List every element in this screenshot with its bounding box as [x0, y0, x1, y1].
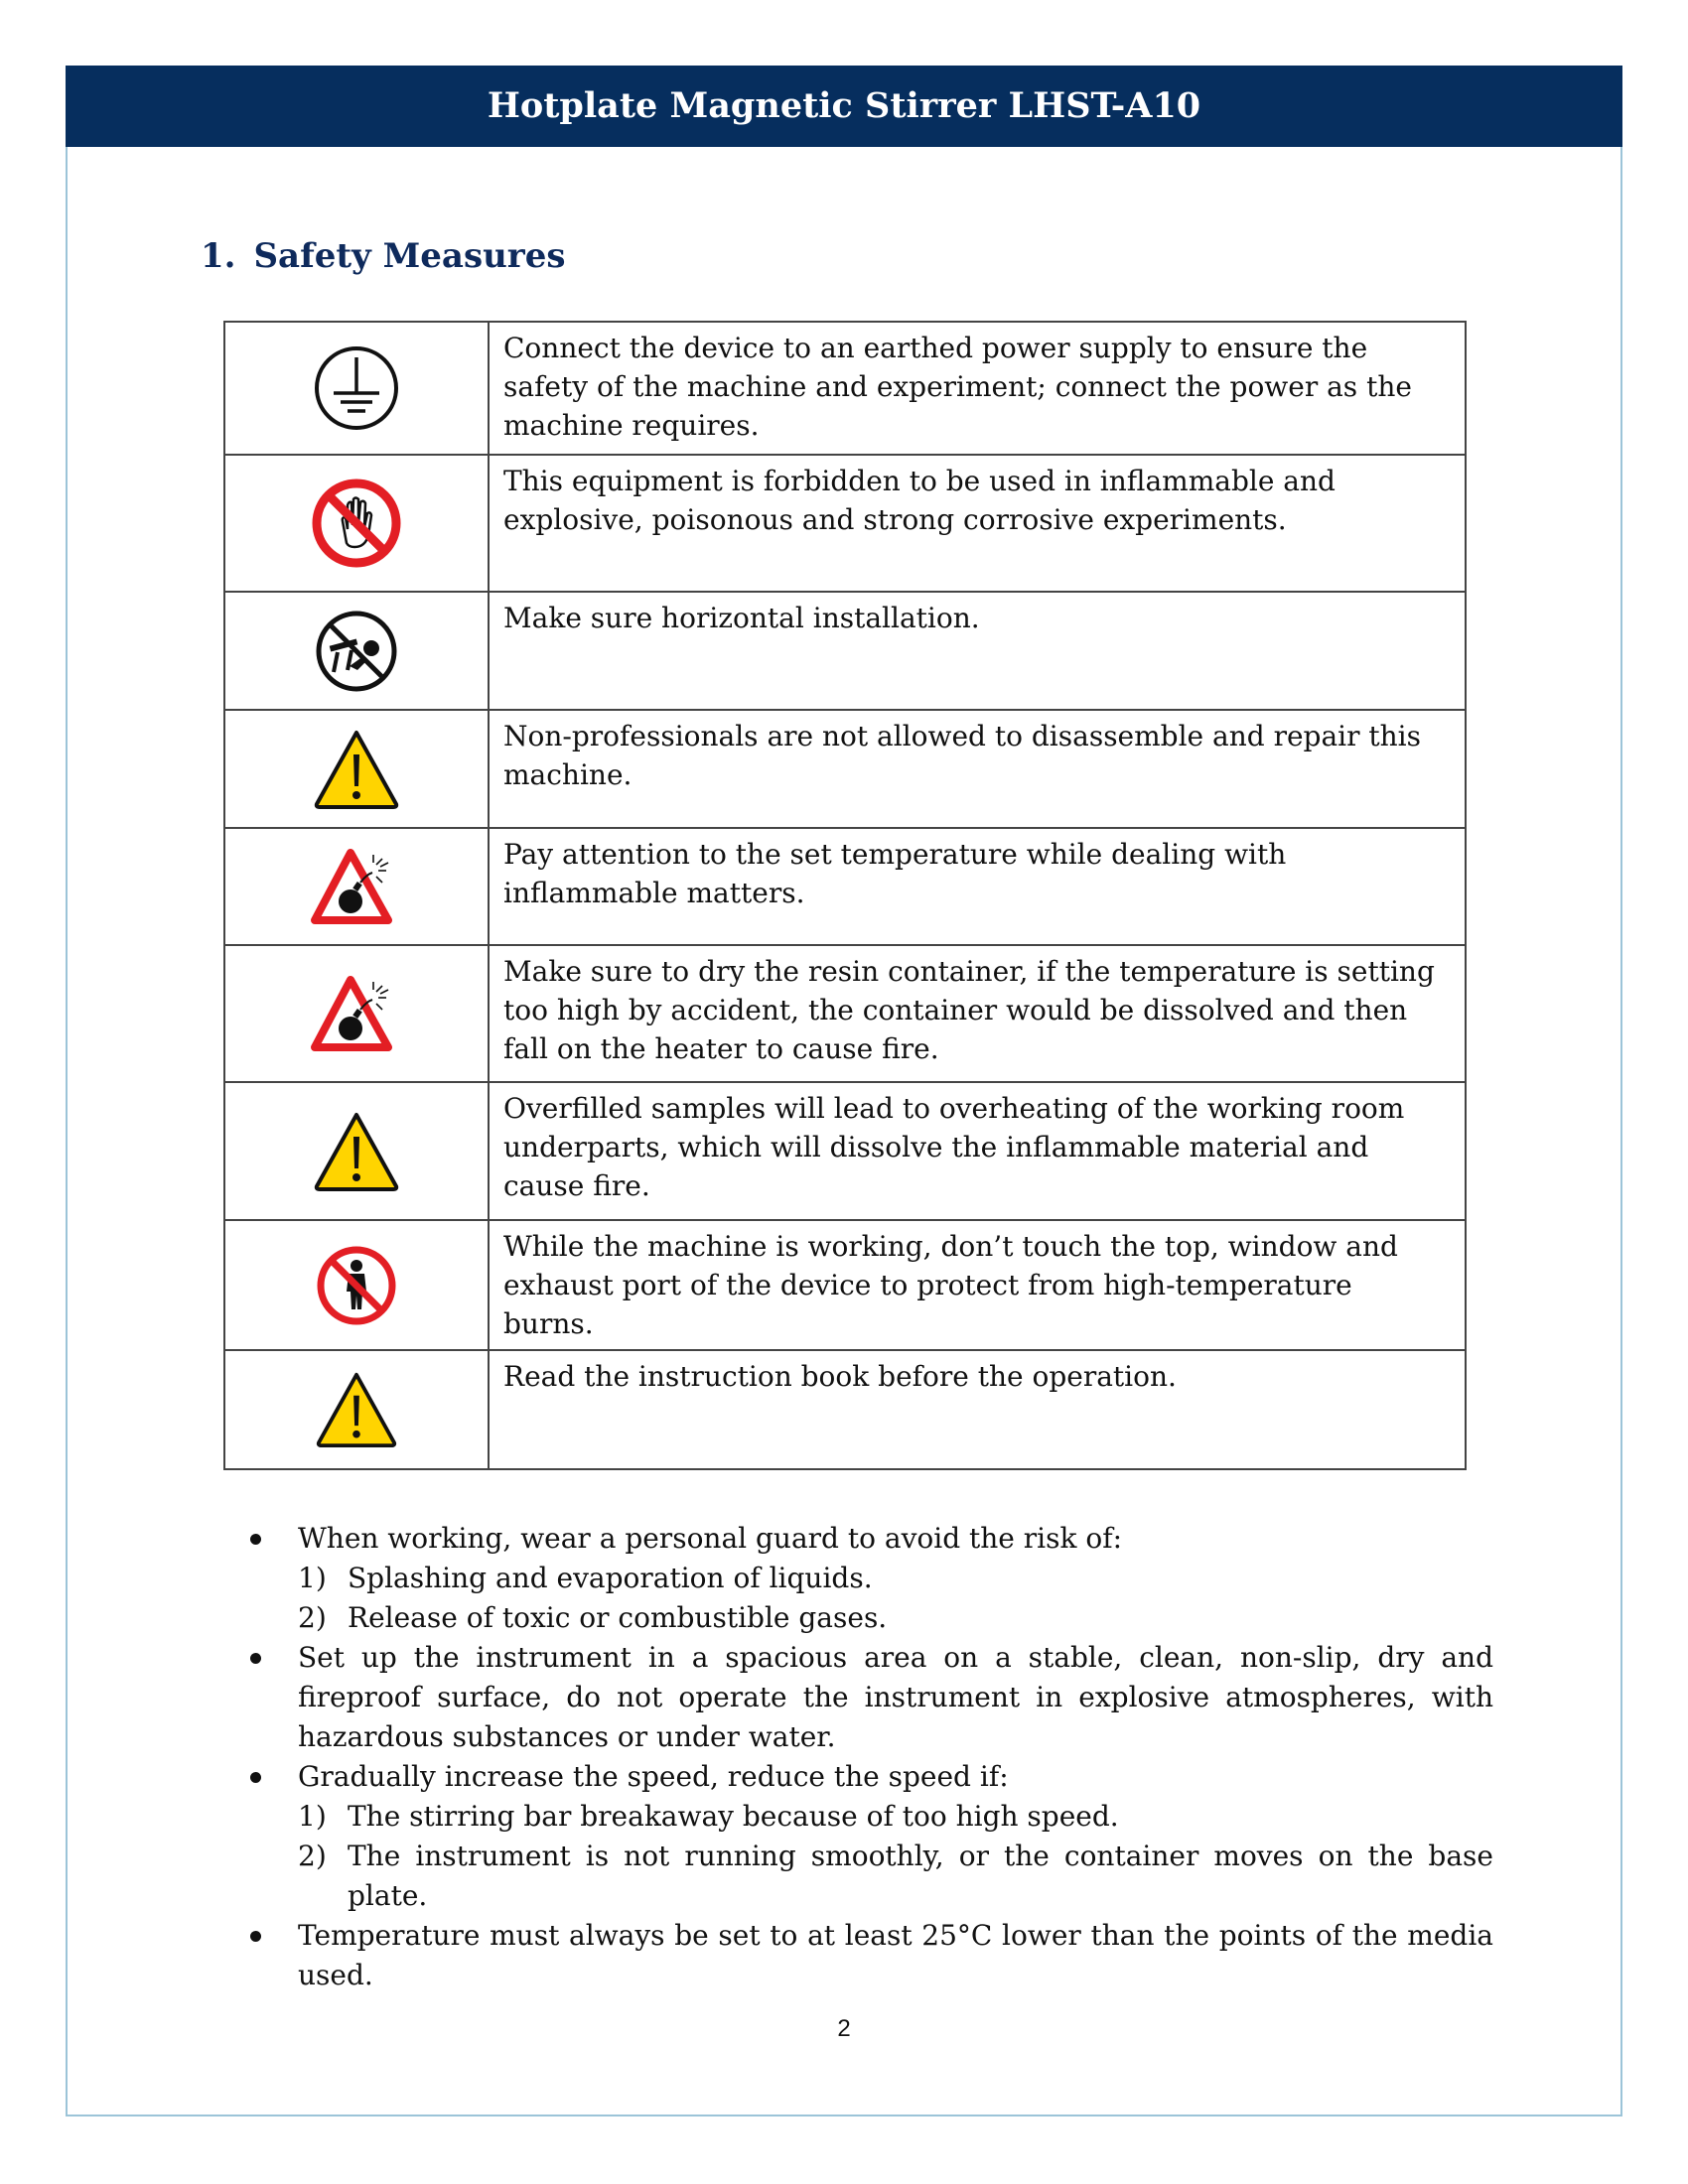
- list-item: [246, 1916, 1493, 1995]
- table-row: [224, 828, 1466, 945]
- warning-triangle-icon: [315, 1371, 398, 1448]
- list-item: [246, 1519, 1493, 1638]
- safety-text: Make sure to dry the resin container, if the temperature is setting too high by accident, the container would be dissolved and then fall on the heater to cause fire.: [489, 945, 1466, 1082]
- bullet-icon: [250, 1653, 261, 1664]
- sub-item-text: The instrument is not running smoothly, or the container moves on the base plate.: [348, 1840, 1493, 1912]
- safety-table: [223, 321, 1467, 1470]
- safety-text: This equipment is forbidden to be used in inflammable and explosive, poisonous and strong corrosive experiments.: [489, 455, 1466, 592]
- section-number: 1.: [201, 236, 236, 276]
- safety-notes-list: [246, 1519, 1493, 1995]
- safety-text: While the machine is working, don’t touch the top, window and exhaust port of the device to protect from high-temperature burns.: [489, 1220, 1466, 1350]
- safety-text: Read the instruction book before the operation.: [489, 1350, 1466, 1469]
- table-row: [224, 592, 1466, 710]
- section-heading: [201, 236, 566, 276]
- document-title: Hotplate Magnetic Stirrer LHST-A10: [487, 85, 1201, 126]
- earth-ground-icon: [312, 343, 401, 433]
- sub-item-number: 2): [298, 1840, 327, 1872]
- sub-item-number: 1): [298, 1562, 327, 1594]
- note-text: Temperature must always be set to at least 25°C lower than the points of the media used.: [298, 1919, 1493, 1991]
- safety-text: Connect the device to an earthed power supply to ensure the safety of the machine and experiment; connect the power as the machine requires.: [489, 322, 1466, 455]
- icon-cell: [224, 710, 489, 828]
- warning-triangle-icon: [313, 1111, 400, 1192]
- sub-list-item: [298, 1837, 1493, 1916]
- table-row: [224, 710, 1466, 828]
- safety-text: Pay attention to the set temperature while dealing with inflammable matters.: [489, 828, 1466, 945]
- sub-list-item: [298, 1598, 1493, 1638]
- bullet-icon: [250, 1931, 261, 1942]
- table-row: [224, 945, 1466, 1082]
- no-touch-hand-icon: [311, 478, 402, 569]
- page-number: 2: [837, 2015, 851, 2042]
- warning-triangle-icon: [313, 729, 400, 810]
- table-row: [224, 322, 1466, 455]
- table-row: [224, 1220, 1466, 1350]
- note-text: When working, wear a personal guard to avoid the risk of:: [298, 1522, 1123, 1555]
- icon-cell: [224, 322, 489, 455]
- sub-list: [298, 1797, 1493, 1916]
- sub-item-text: Release of toxic or combustible gases.: [348, 1601, 888, 1634]
- no-pushing-icon: [314, 609, 399, 694]
- note-text: Gradually increase the speed, reduce the speed if:: [298, 1760, 1009, 1793]
- sub-item-text: Splashing and evaporation of liquids.: [348, 1562, 873, 1594]
- table-row: [224, 1082, 1466, 1220]
- sub-item-text: The stirring bar breakaway because of too high speed.: [348, 1800, 1119, 1833]
- sub-item-number: 2): [298, 1601, 327, 1634]
- list-item: [246, 1757, 1493, 1916]
- explosive-bomb-icon: [311, 974, 402, 1053]
- safety-text: Non-professionals are not allowed to disassemble and repair this machine.: [489, 710, 1466, 828]
- bullet-icon: [250, 1534, 261, 1545]
- note-text: Set up the instrument in a spacious area on a stable, clean, non-slip, dry and fireproof surface, do not operate the instrument in explosive atmospheres, with hazardous substances or under water.: [298, 1641, 1493, 1753]
- sub-list: [298, 1559, 1493, 1638]
- icon-cell: [224, 592, 489, 710]
- icon-cell: [224, 945, 489, 1082]
- no-person-access-icon: [315, 1244, 398, 1327]
- sub-list-item: [298, 1559, 1493, 1598]
- icon-cell: [224, 828, 489, 945]
- sub-item-number: 1): [298, 1800, 327, 1833]
- list-item: [246, 1638, 1493, 1757]
- icon-cell: [224, 455, 489, 592]
- icon-cell: [224, 1082, 489, 1220]
- safety-text: Overfilled samples will lead to overheating of the working room underparts, which will dissolve the inflammable material and cause fire.: [489, 1082, 1466, 1220]
- icon-cell: [224, 1220, 489, 1350]
- sub-list-item: [298, 1797, 1493, 1837]
- icon-cell: [224, 1350, 489, 1469]
- section-title: Safety Measures: [253, 236, 566, 276]
- table-row: [224, 455, 1466, 592]
- explosive-bomb-icon: [311, 847, 402, 926]
- table-row: [224, 1350, 1466, 1469]
- safety-text: Make sure horizontal installation.: [489, 592, 1466, 710]
- bullet-icon: [250, 1772, 261, 1783]
- page-header: [66, 66, 1622, 147]
